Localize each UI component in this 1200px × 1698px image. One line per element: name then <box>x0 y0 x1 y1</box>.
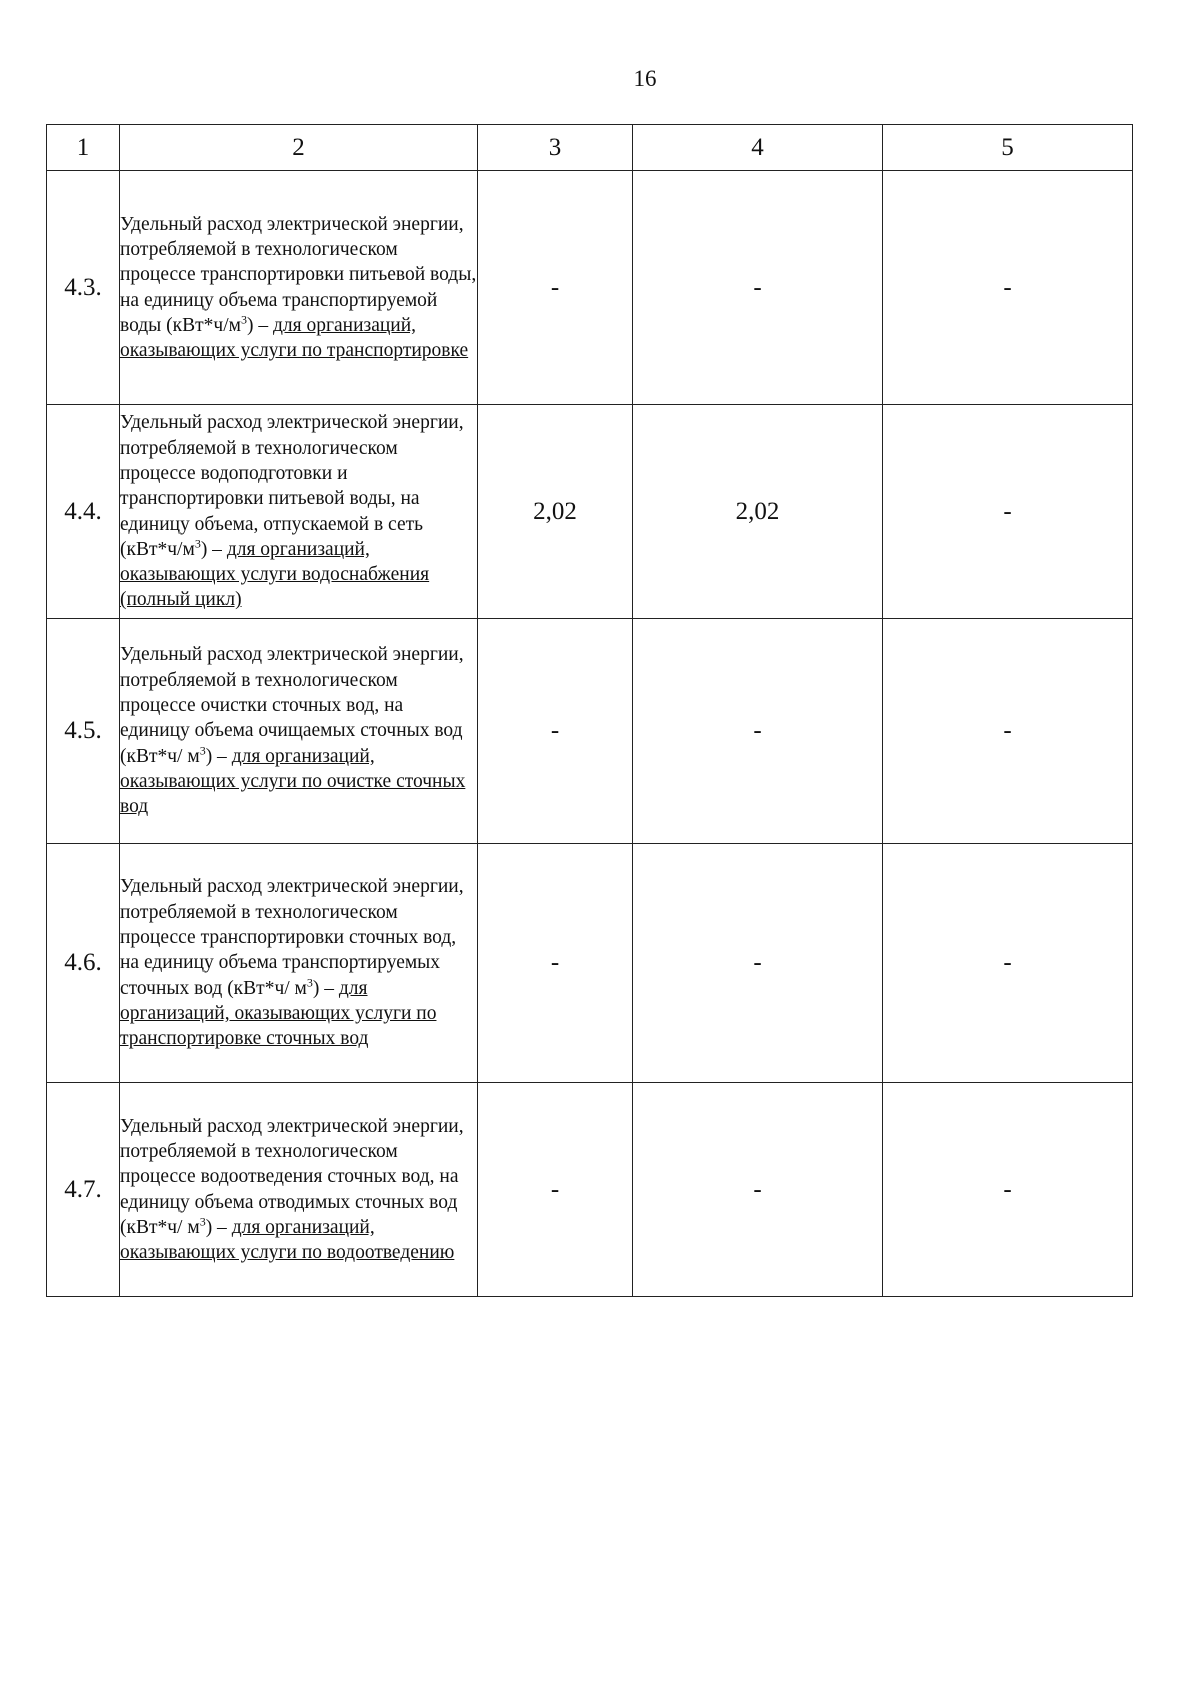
column-header-4: 4 <box>633 125 883 171</box>
value-col-5: - <box>883 1083 1133 1297</box>
value-col-3: - <box>478 171 633 405</box>
row-number: 4.4. <box>47 405 120 619</box>
scope-note: для организаций, оказывающих услуги по водоотведению <box>120 1216 455 1264</box>
value-col-5: - <box>883 619 1133 844</box>
row-number: 4.7. <box>47 1083 120 1297</box>
value-col-5: - <box>883 844 1133 1083</box>
value-col-4: 2,02 <box>633 405 883 619</box>
value-col-4: - <box>633 844 883 1083</box>
table-header-row <box>47 125 1133 171</box>
scope-note: для организаций, оказывающих услуги по очистке сточных вод <box>120 745 466 818</box>
page-number: 16 <box>633 66 657 91</box>
row-number: 4.3. <box>47 171 120 405</box>
column-header-3: 3 <box>478 125 633 171</box>
row-description: Удельный расход электрической энергии, потребляемой в технологическом процессе транспортировки сточных вод, на единицу объема транспортируемых сточных вод (кВт*ч/ $м^3$) – для организаций, оказывающих услуги по транспортировке сточных вод <box>120 844 478 1083</box>
table-row <box>47 1083 1133 1297</box>
row-description: Удельный расход электрической энергии, потребляемой в технологическом процессе транспортировки питьевой воды, на единицу объема транспортируемой воды $(кВт*ч/м^3)$ – для организаций, оказывающих услуги по транспортировке <box>120 171 478 405</box>
value-col-3: - <box>478 619 633 844</box>
value-col-3: - <box>478 1083 633 1297</box>
table-row <box>47 844 1133 1083</box>
value-col-3: 2,02 <box>478 405 633 619</box>
value-col-4: - <box>633 171 883 405</box>
value-col-5: - <box>883 405 1133 619</box>
table-row <box>47 619 1133 844</box>
value-col-4: - <box>633 1083 883 1297</box>
column-header-2: 2 <box>120 125 478 171</box>
row-number: 4.5. <box>47 619 120 844</box>
indicators-table <box>46 124 1133 1297</box>
column-header-5: 5 <box>883 125 1133 171</box>
scope-note: для организаций, оказывающих услуги по транспортировке сточных вод <box>120 977 437 1050</box>
scope-note: для организаций, оказывающих услуги по транспортировке <box>120 314 469 362</box>
row-description: Удельный расход электрической энергии, потребляемой в технологическом процессе водоотведения сточных вод, на единицу объема отводимых сточных вод (кВт*ч/ $м^3$) – для организаций, оказывающих услуги по водоотведению <box>120 1083 478 1297</box>
row-description: Удельный расход электрической энергии, потребляемой в технологическом процессе водоподготовки и транспортировки питьевой воды, на единицу объема, отпускаемой в сеть $(кВт*ч/м^3)$ – для организаций, оказывающих услуги водоснабжения (полный цикл) <box>120 405 478 619</box>
table-row <box>47 171 1133 405</box>
column-header-1: 1 <box>47 125 120 171</box>
scope-note: для организаций, оказывающих услуги водоснабжения (полный цикл) <box>120 538 430 611</box>
value-col-4: - <box>633 619 883 844</box>
row-description: Удельный расход электрической энергии, потребляемой в технологическом процессе очистки сточных вод, на единицу объема очищаемых сточных вод (кВт*ч/ $м^3$) – для организаций, оказывающих услуги по очистке сточных вод <box>120 619 478 844</box>
row-number: 4.6. <box>47 844 120 1083</box>
value-col-5: - <box>883 171 1133 405</box>
value-col-3: - <box>478 844 633 1083</box>
table-row <box>47 405 1133 619</box>
